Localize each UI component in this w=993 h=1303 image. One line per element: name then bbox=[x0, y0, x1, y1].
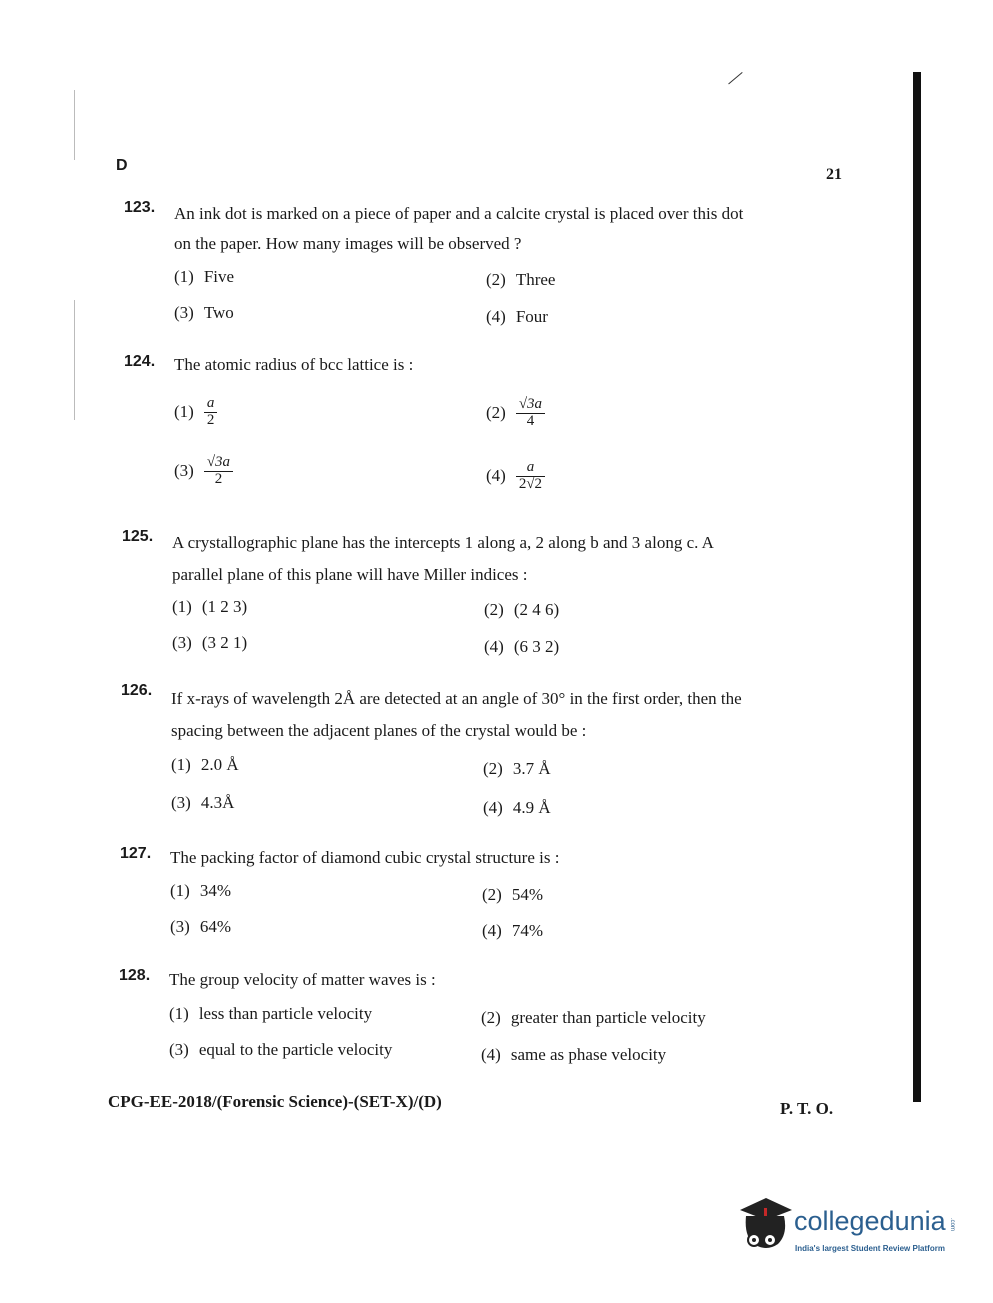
option-item bbox=[481, 1008, 706, 1028]
option-label: (1) bbox=[169, 1004, 189, 1023]
fraction bbox=[204, 455, 233, 488]
option-text: Three bbox=[515, 270, 556, 289]
option-text: (2 4 6) bbox=[513, 600, 560, 619]
set-letter: D bbox=[116, 157, 128, 174]
question-number: 123. bbox=[124, 199, 156, 216]
option-label: (1) bbox=[174, 267, 194, 286]
scan-edge-bar bbox=[913, 72, 921, 1102]
option-label: (1) bbox=[172, 597, 192, 616]
option-text: less than particle velocity bbox=[198, 1004, 373, 1023]
option-item bbox=[481, 1045, 666, 1065]
option-item bbox=[172, 633, 247, 653]
logo-wordmark: collegedunia bbox=[794, 1206, 946, 1236]
question-text: parallel plane of this plane will have Miller indices : bbox=[172, 565, 528, 584]
option-label: (3) bbox=[171, 793, 191, 812]
option-label: (1) bbox=[174, 402, 194, 422]
fraction-denominator: 4 bbox=[526, 412, 535, 429]
question-text: The atomic radius of bcc lattice is : bbox=[174, 355, 414, 374]
option-label: (2) bbox=[482, 885, 502, 904]
option-label: (2) bbox=[486, 403, 506, 423]
option-text: Four bbox=[515, 307, 548, 326]
option-item bbox=[172, 597, 247, 617]
option-label: (4) bbox=[484, 637, 504, 656]
logo-domain-suffix: .com bbox=[949, 1218, 955, 1232]
option-label: (4) bbox=[486, 307, 506, 326]
option-text: 2.0 Å bbox=[200, 755, 239, 774]
fraction-denominator: 2 bbox=[214, 470, 223, 487]
option-label: (3) bbox=[174, 461, 194, 481]
fraction-numerator: a bbox=[206, 395, 215, 411]
question-number: 124. bbox=[124, 353, 156, 370]
option-text: 54% bbox=[511, 885, 543, 904]
pto-label: P. T. O. bbox=[780, 1099, 834, 1118]
fraction-numerator: √3a bbox=[518, 396, 543, 412]
fraction-denominator: 2√2 bbox=[518, 475, 543, 492]
option-item bbox=[170, 881, 231, 901]
fraction bbox=[516, 397, 545, 430]
option-label: (4) bbox=[481, 1045, 501, 1064]
logo-tagline: India's largest Student Review Platform bbox=[795, 1244, 945, 1253]
option-item bbox=[486, 397, 545, 430]
fraction bbox=[516, 460, 545, 493]
option-item bbox=[483, 759, 551, 779]
option-label: (2) bbox=[483, 759, 503, 778]
option-item bbox=[174, 303, 234, 323]
question-number: 126. bbox=[121, 682, 153, 699]
option-text: same as phase velocity bbox=[510, 1045, 667, 1064]
option-label: (3) bbox=[169, 1040, 189, 1059]
fraction-denominator: 2 bbox=[206, 411, 215, 428]
scan-margin-line bbox=[74, 90, 75, 160]
page-number: 21 bbox=[826, 166, 842, 183]
option-item bbox=[486, 460, 545, 493]
option-item bbox=[174, 455, 233, 488]
option-item bbox=[171, 793, 234, 813]
option-text: 4.3Å bbox=[200, 793, 235, 812]
option-text: equal to the particle velocity bbox=[198, 1040, 393, 1059]
option-label: (4) bbox=[483, 798, 503, 817]
option-label: (2) bbox=[484, 600, 504, 619]
option-label: (1) bbox=[170, 881, 190, 900]
option-text: (1 2 3) bbox=[201, 597, 248, 616]
option-item bbox=[486, 307, 548, 327]
option-item bbox=[169, 1004, 372, 1024]
option-item bbox=[169, 1040, 392, 1060]
option-label: (3) bbox=[174, 303, 194, 322]
option-item bbox=[482, 885, 543, 905]
scan-margin-line bbox=[74, 300, 75, 420]
option-text: (3 2 1) bbox=[201, 633, 248, 652]
option-label: (4) bbox=[486, 466, 506, 486]
option-item bbox=[484, 600, 559, 620]
question-text: An ink dot is marked on a piece of paper and a calcite crystal is placed over this dot bbox=[174, 204, 744, 223]
option-item bbox=[484, 637, 559, 657]
question-text: If x-rays of wavelength 2Å are detected at an angle of 30° in the first order, then the bbox=[171, 689, 742, 708]
question-text: spacing between the adjacent planes of the crystal would be : bbox=[171, 721, 587, 740]
question-text: The group velocity of matter waves is : bbox=[169, 970, 436, 989]
question-number: 125. bbox=[122, 528, 154, 545]
option-text: (6 3 2) bbox=[513, 637, 560, 656]
option-item bbox=[482, 921, 543, 941]
option-label: (3) bbox=[172, 633, 192, 652]
question-text: The packing factor of diamond cubic crystal structure is : bbox=[170, 848, 560, 867]
collegedunia-mascot-icon bbox=[736, 1196, 794, 1256]
option-item bbox=[483, 798, 551, 818]
option-label: (4) bbox=[482, 921, 502, 940]
option-item bbox=[174, 396, 217, 429]
option-label: (3) bbox=[170, 917, 190, 936]
option-text: 74% bbox=[511, 921, 543, 940]
option-text: 64% bbox=[199, 917, 231, 936]
option-text: Two bbox=[203, 303, 234, 322]
question-text: on the paper. How many images will be observed ? bbox=[174, 234, 522, 253]
option-label: (2) bbox=[486, 270, 506, 289]
option-item bbox=[170, 917, 231, 937]
option-item bbox=[171, 755, 239, 775]
option-text: greater than particle velocity bbox=[510, 1008, 706, 1027]
option-label: (1) bbox=[171, 755, 191, 774]
exam-code: CPG-EE-2018/(Forensic Science)-(SET-X)/(D) bbox=[108, 1092, 442, 1111]
option-label: (2) bbox=[481, 1008, 501, 1027]
fraction-numerator: a bbox=[526, 459, 535, 475]
option-text: 34% bbox=[199, 881, 231, 900]
option-text: 3.7 Å bbox=[512, 759, 551, 778]
option-item bbox=[486, 270, 555, 290]
question-number: 128. bbox=[119, 967, 151, 984]
fraction bbox=[204, 396, 218, 429]
option-item bbox=[174, 267, 234, 287]
option-text: Five bbox=[203, 267, 235, 286]
question-number: 127. bbox=[120, 845, 152, 862]
pen-tick-mark bbox=[728, 72, 742, 84]
question-text: A crystallographic plane has the intercepts 1 along a, 2 along b and 3 along c. A bbox=[172, 533, 714, 552]
option-text: 4.9 Å bbox=[512, 798, 551, 817]
fraction-numerator: √3a bbox=[206, 454, 231, 470]
